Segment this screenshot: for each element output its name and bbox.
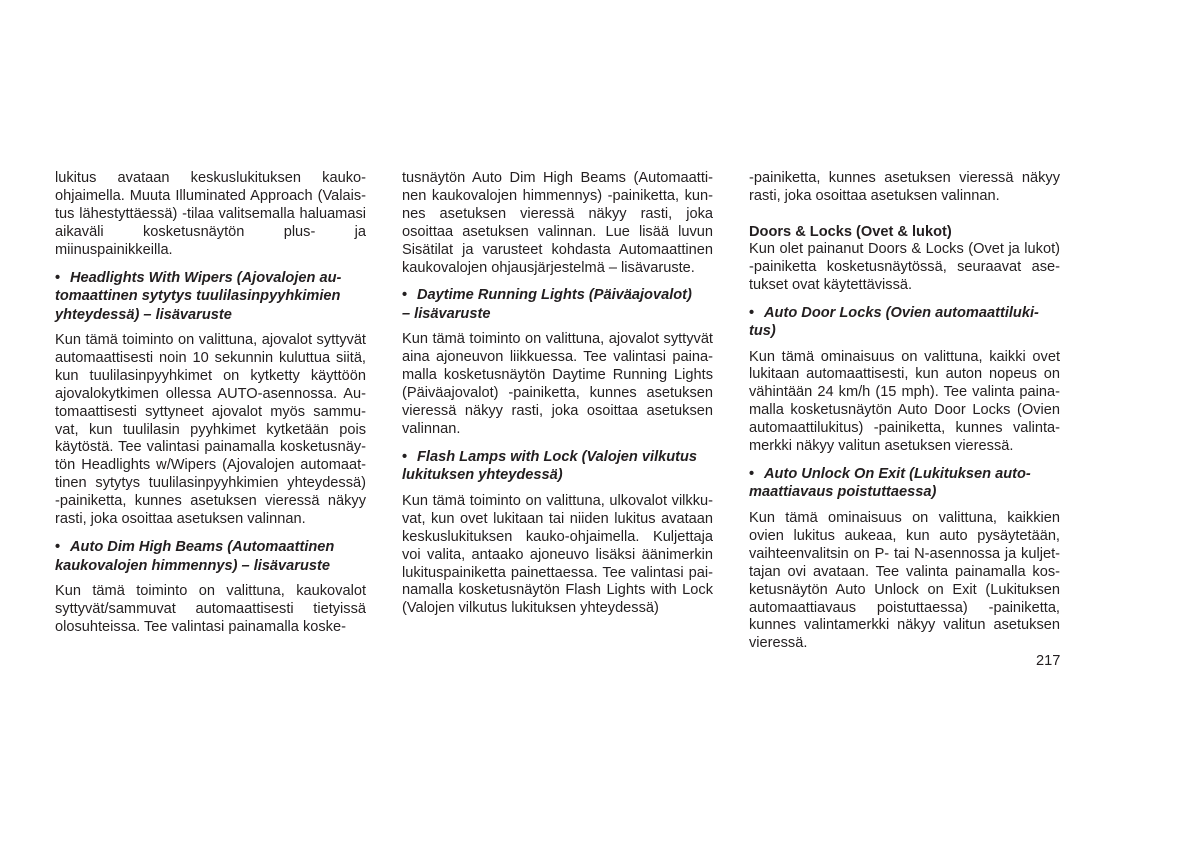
paragraph-line: olosuhteissa. Tee valintasi painamalla koske- — [55, 618, 346, 635]
bullet-heading-line: Auto Dim High Beams (Automaattinen — [70, 539, 335, 555]
bullet-heading-line: Auto Door Locks (Ovien automaattiluki- — [764, 304, 1039, 321]
paragraph-line: tukset ovat käytettävissä. — [749, 276, 913, 293]
paragraph-line: tusnäytön Auto Dim High Beams (Automaatti- — [402, 170, 713, 186]
body-paragraph — [55, 332, 366, 529]
paragraph-line: käytöstä. Tee valintasi painamalla kosketusnäy- — [55, 439, 366, 456]
paragraph-line: malla kosketusnäytön Daytime Running Lights — [402, 367, 713, 384]
bullet-heading-line: Daytime Running Lights (Päiväajovalot) — [417, 287, 692, 304]
paragraph-line: keskuslukituksen kauko-ohjaimella. Kuljettaja — [402, 528, 713, 545]
bullet-heading — [402, 448, 713, 485]
body-paragraph — [55, 583, 366, 637]
paragraph-line: nes asetuksen vieressä näkyy rasti, joka — [402, 205, 713, 222]
bullet-dot-icon: • — [749, 465, 755, 482]
paragraph-line: lukitus avataan keskuslukituksen kauko- — [55, 170, 366, 186]
paragraph-line: ajovalokytkimen ollessa AUTO-asennossa. Au- — [55, 385, 366, 402]
bullet-heading — [749, 304, 1060, 341]
body-paragraph — [402, 331, 713, 438]
paragraph-line: Kun tämä toiminto on valittuna, ulkovalot vilkku- — [402, 492, 713, 509]
paragraph-line: tön Headlights w/Wipers (Ajovalojen automaat- — [55, 457, 366, 474]
paragraph-line: malla kosketusnäytön Auto Door Locks (Ovien — [749, 402, 1060, 419]
paragraph-line: vieressä näkyy rasti, joka osoittaa asetuksen — [402, 403, 713, 420]
paragraph-line: nen kaukovalojen himmennys) -painiketta, kun- — [402, 187, 713, 204]
paragraph-line: miinuspainikkeilla. — [55, 241, 173, 258]
paragraph-line: Kun olet painanut Doors & Locks (Ovet ja lukot) — [749, 240, 1060, 257]
paragraph-line: Sisätilat ja varusteet kohdasta Automaattinen — [402, 241, 713, 258]
paragraph-line: automaattilukitus) -painiketta, kunnes valinta- — [749, 420, 1060, 437]
paragraph-line: syttyvät/sammuvat automaattisesti tietyissä — [55, 600, 366, 617]
paragraph-line: lukitaan automaattisesti, kun auton nopeus on — [749, 366, 1060, 383]
body-paragraph — [749, 510, 1060, 653]
bullet-heading-line: kaukovalojen himmennys) – lisävaruste — [55, 557, 330, 574]
body-paragraph — [402, 170, 713, 277]
paragraph-line: valinnan. — [402, 420, 461, 437]
paragraph-line: ketusnäytön Auto Unlock on Exit (Lukituksen — [749, 581, 1060, 598]
paragraph-line: Kun tämä toiminto on valittuna, kaukovalot — [55, 583, 366, 599]
bullet-heading — [55, 538, 366, 575]
paragraph-line: tinen sytytys tuulilasinpyyhkimien yhteydessä) — [55, 475, 366, 492]
bullet-heading-line: Flash Lamps with Lock (Valojen vilkutus — [417, 448, 698, 465]
section-heading: Doors & Locks (Ovet & lukot) — [749, 223, 952, 240]
paragraph-line: -painiketta kosketusnäytössä, seuraavat ase- — [749, 258, 1060, 275]
paragraph-line: Kun tämä ominaisuus on valittuna, kaikki ovet — [749, 348, 1060, 365]
body-paragraph — [749, 170, 1060, 206]
paragraph-line: tajan ovi avataan. Tee valinta painamalla kos- — [749, 563, 1060, 580]
paragraph-line: ovien lukitus aukeaa, kun auto pysäytetään, — [749, 527, 1060, 544]
text-column-left — [55, 170, 366, 637]
paragraph-line: tomaattisesti syttyneet ajovalot myös sammu- — [55, 403, 366, 420]
paragraph-line: aikaväli kosketusnäytön plus- ja — [55, 223, 366, 240]
paragraph-line: rasti, joka osoittaa asetuksen valinnan. — [55, 511, 306, 528]
body-paragraph — [402, 493, 713, 618]
paragraph-line: osoittaa asetuksen valinnan. Lue lisää luvun — [402, 223, 713, 240]
paragraph-line: ohjaimella. Muuta Illuminated Approach (Valais- — [55, 187, 366, 204]
paragraph-line: vaihteenvalitsin on P- tai N-asennossa ja kuljet- — [749, 545, 1060, 562]
paragraph-line: vat, kun tuulilasin pyyhkimet kytketään pois — [55, 421, 366, 438]
paragraph-line: Kun tämä toiminto on valittuna, ajovalot syttyvät — [55, 332, 366, 349]
body-paragraph — [55, 170, 366, 260]
bullet-dot-icon: • — [402, 448, 408, 465]
bullet-heading-line: – lisävaruste — [402, 305, 491, 322]
paragraph-line: Kun tämä toiminto on valittuna, ajovalot syttyvät — [402, 331, 713, 348]
paragraph-line: automaattiavaus poistuttaessa) -painiketta, — [749, 599, 1060, 616]
bullet-dot-icon: • — [749, 304, 755, 321]
paragraph-line: vat, kun ovet lukitaan tai niiden lukitus avataan — [402, 510, 713, 527]
bullet-heading-line: Auto Unlock On Exit (Lukituksen auto- — [764, 465, 1031, 482]
body-paragraph — [749, 349, 1060, 456]
body-paragraph — [749, 241, 1060, 295]
page-number: 217 — [1036, 653, 1061, 669]
text-column-middle — [402, 170, 713, 618]
paragraph-line: (Päiväajovalot) -painiketta, kunnes asetuksen — [402, 385, 713, 402]
paragraph-line: -painiketta, kunnes asetuksen vieressä näkyy — [55, 493, 366, 510]
bullet-heading — [55, 269, 366, 325]
bullet-heading-line: lukituksen yhteydessä) — [402, 467, 563, 484]
spacer — [749, 215, 1060, 223]
paragraph-line: (Valojen vilkutus lukituksen yhteydessä) — [402, 600, 659, 617]
bullet-heading-line: maattiavaus poistuttaessa) — [749, 484, 937, 501]
paragraph-line: merkki näkyy valitun asetuksen vieressä. — [749, 438, 1014, 455]
paragraph-line: kaukovalojen ohjausjärjestelmä – lisävaruste. — [402, 259, 695, 276]
bullet-heading-line: tus) — [749, 323, 776, 340]
paragraph-line: kun tuulilasinpyyhkimet on kytketty käyttöön — [55, 367, 366, 384]
paragraph-line: lukituspainiketta painettaessa. Tee valintasi pai- — [402, 564, 713, 581]
paragraph-line: tus lähestyttäessä) -tilaa valitsemalla haluamasi — [55, 205, 366, 222]
bullet-heading-line: Headlights With Wipers (Ajovalojen au- — [70, 269, 342, 286]
paragraph-line: rasti, joka osoittaa asetuksen valinnan. — [749, 187, 1000, 204]
bullet-heading-line: yhteydessä) – lisävaruste — [55, 306, 232, 323]
paragraph-line: aina ajoneuvon liikkuessa. Tee valintasi paina- — [402, 349, 713, 366]
paragraph-line: voi valita, antaako ajoneuvo lisäksi äänimerkin — [402, 546, 713, 563]
bullet-heading-line: tomaattinen sytytys tuulilasinpyyhkimien — [55, 288, 341, 305]
paragraph-line: kunnes valintamerkki näkyy valitun asetuksen — [749, 617, 1060, 634]
paragraph-line: -painiketta, kunnes asetuksen vieressä näkyy — [749, 170, 1060, 186]
paragraph-line: automaattisesti noin 10 sekunnin kuluttua siitä, — [55, 349, 366, 366]
paragraph-line: vieressä. — [749, 635, 808, 652]
bullet-dot-icon: • — [55, 269, 61, 286]
bullet-dot-icon: • — [402, 287, 408, 304]
paragraph-line: vähintään 24 km/h (15 mph). Tee valinta paina- — [749, 384, 1060, 401]
text-column-right — [749, 170, 1060, 653]
paragraph-line: namalla kosketusnäytön Flash Lights with Lock — [402, 582, 713, 599]
paragraph-line: Kun tämä ominaisuus on valittuna, kaikkien — [749, 509, 1060, 526]
bullet-heading — [749, 465, 1060, 502]
bullet-heading — [402, 286, 713, 323]
bullet-dot-icon: • — [55, 539, 61, 555]
